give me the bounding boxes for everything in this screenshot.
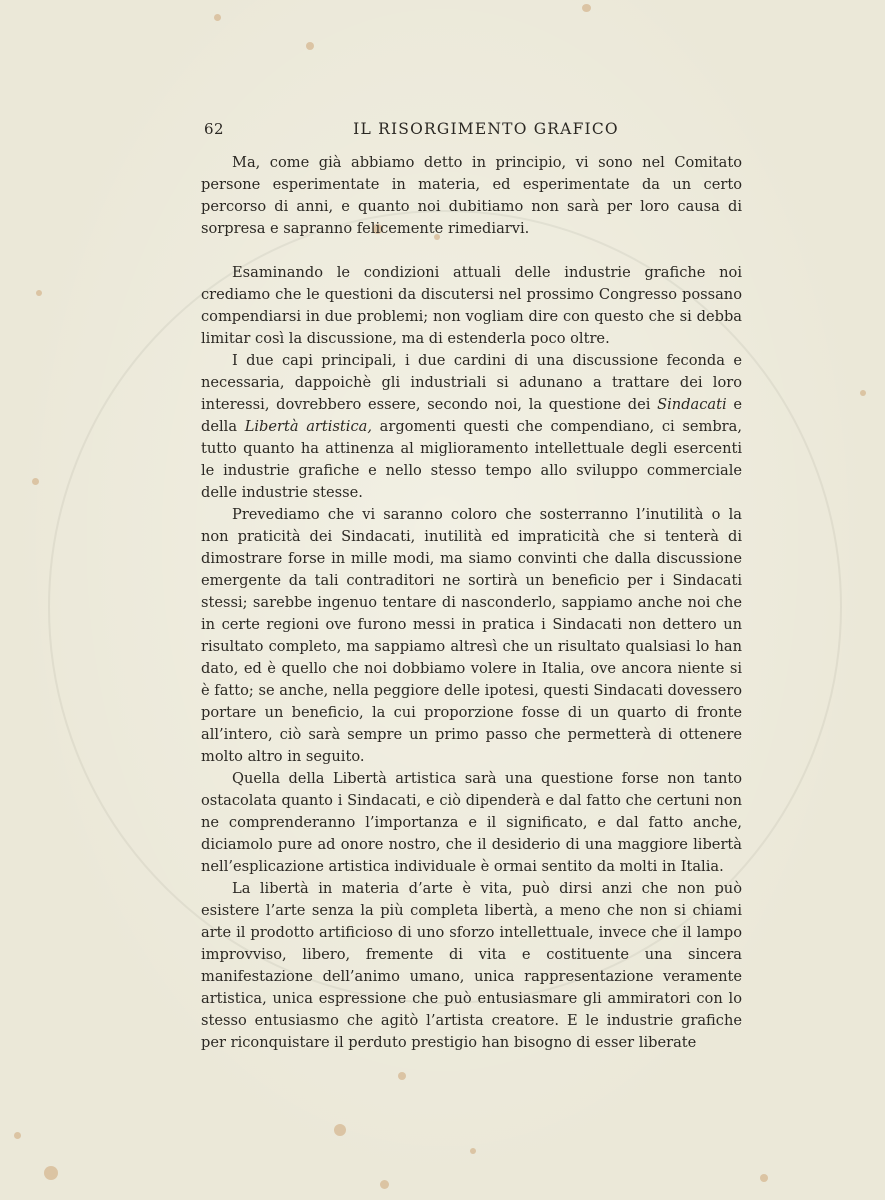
foxing-spot bbox=[380, 1180, 389, 1189]
paragraph bbox=[201, 350, 742, 504]
foxing-spot bbox=[36, 290, 42, 296]
foxing-spot bbox=[306, 42, 314, 50]
running-title: IL RISORGIMENTO GRAFICO bbox=[353, 120, 619, 138]
foxing-spot bbox=[860, 390, 866, 396]
paragraph-text: I due capi principali, i due cardini di una discussione feconda e necessaria, dappoichè gli industriali si adunano a trattare dei loro interessi, dovrebbero essere, secondo noi, la questione dei bbox=[201, 352, 742, 413]
paragraph: La libertà in materia d’arte è vita, può dirsi anzi che non può esistere l’arte senza la più completa libertà, a meno che non si chiami arte il prodotto artificioso di uno sforzo intellettuale, invece che il lampo improvviso, libero, fremente di vita e costituente una sincera manifestazione dell’animo umano, unica rappresentazione veramente artistica, unica espressione che può entusiasmare gli ammiratori con lo stesso entusiasmo che agitò l’artista creatore. E le industrie grafiche per riconquistare il perduto prestigio han bisogno di esser liberate bbox=[201, 880, 742, 1051]
foxing-spot bbox=[760, 1174, 768, 1182]
paragraph: Ma, come già abbiamo detto in principio, vi sono nel Comitato persone esperimentate in materia, ed esperimentate da un certo percorso di anni, e quanto noi dubitiamo non sarà per loro causa di sorpresa e sapranno felicemente rimediarvi. bbox=[201, 154, 742, 237]
foxing-spot bbox=[32, 478, 39, 485]
foxing-spot bbox=[14, 1132, 21, 1139]
paragraph-text: argomenti questi che compendiano, ci sembra, tutto quanto ha attinenza al miglioramento intellettuale degli esercenti le industrie grafiche e nello stesso tempo allo sviluppo commerciale delle industrie stesse. bbox=[201, 418, 742, 501]
foxing-spot bbox=[470, 1148, 476, 1154]
paragraph: Quella della Libertà artistica sarà una questione forse non tanto ostacolata quanto i Sindacati, e ciò dipenderà e dal fatto che certuni non ne comprenderanno l’importanza e il significato, e dal fatto anche, diciamolo pure ad onore nostro, che il desiderio di una maggiore libertà nell’esplicazione artistica individuale è ormai sentito da molti in Italia. bbox=[201, 770, 742, 875]
page-number: 62 bbox=[204, 120, 225, 138]
foxing-spot bbox=[214, 14, 221, 21]
page-header bbox=[204, 120, 744, 142]
foxing-spot bbox=[582, 4, 591, 12]
foxing-spot bbox=[398, 1072, 406, 1080]
paragraph-text: e della bbox=[201, 396, 742, 435]
italic-term-sindacati: Sindacati bbox=[657, 396, 727, 413]
foxing-spot bbox=[334, 1124, 346, 1136]
paragraph: Prevediamo che vi saranno coloro che sosterranno l’inutilità o la non praticità dei Sindacati, inutilità ed impraticità che si tenterà di dimostrare forse in mille modi, ma siamo convinti che dalla discussione emergente da tali contraditori ne sortirà un beneficio per i Sindacati stessi; sarebbe ingenuo tentare di nasconderlo, sappiamo anche noi che in certe regioni ove furono messi in pratica i Sindacati non dettero un risultato completo, ma sappiamo altresì che un risultato qualsiasi lo han dato, ed è quello che noi dobbiamo volere in Italia, ove ancora niente si è fatto; se anche, nella peggiore delle ipotesi, questi Sindacati dovessero portare un beneficio, la cui proporzione fosse di un quarto di fronte all’intero, ciò sarà sempre un primo passo che permetterà di ottenere molto altro in seguito. bbox=[201, 506, 742, 765]
paragraph: Esaminando le condizioni attuali delle industrie grafiche noi crediamo che le questioni da discutersi nel prossimo Congresso possano compendiarsi in due problemi; non vogliam dire con questo che si debba limitar così la discussione, ma di estenderla poco oltre. bbox=[201, 264, 742, 347]
article-body bbox=[201, 152, 742, 1054]
foxing-spot bbox=[44, 1166, 58, 1180]
italic-term-liberta-artistica: Libertà artistica, bbox=[244, 418, 372, 435]
